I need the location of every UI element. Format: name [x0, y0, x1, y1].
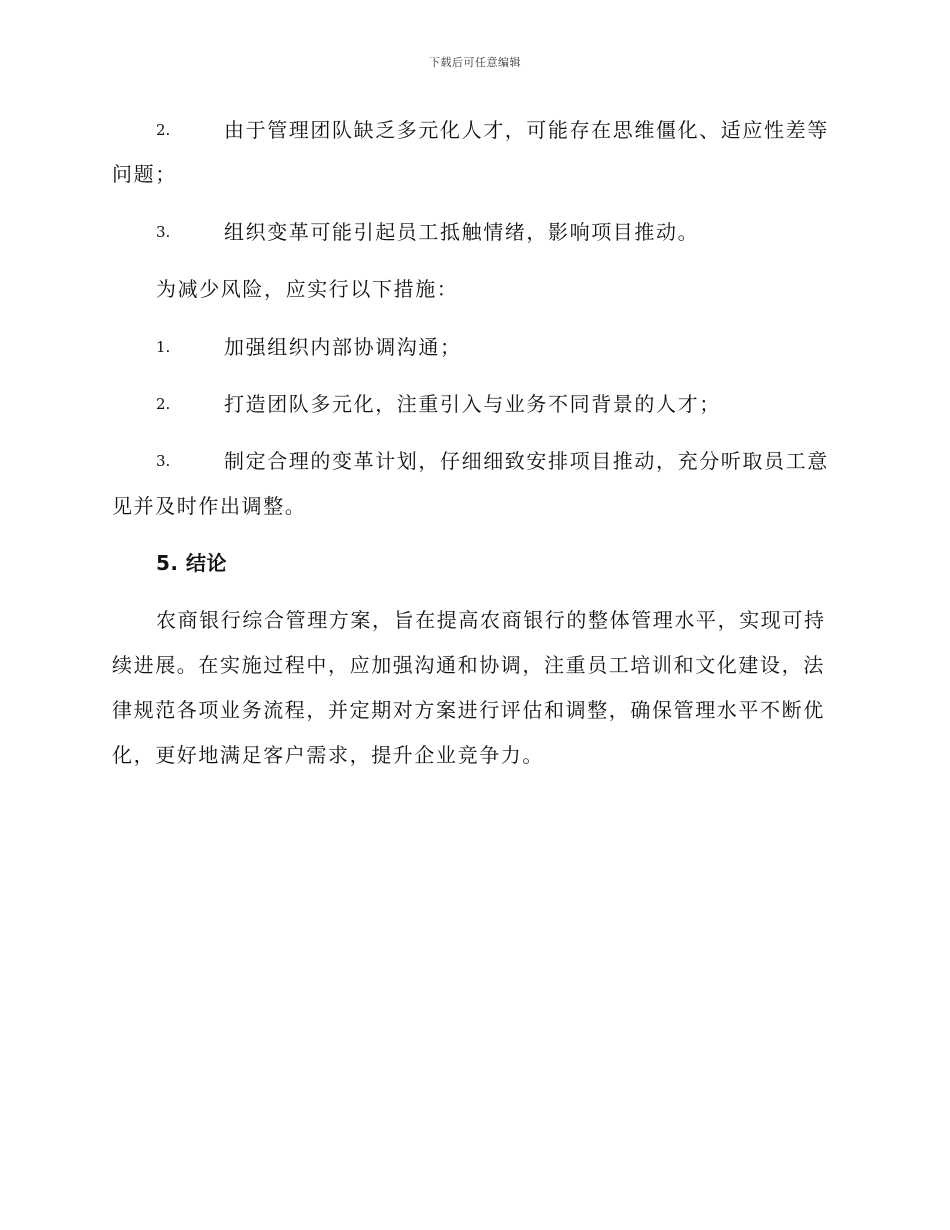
list-item-text: 由于管理团队缺乏多元化人才，可能存在思维僵化、适应性差等	[224, 118, 829, 142]
list-number: 2.	[156, 395, 171, 413]
section-heading-conclusion: 5. 结论	[156, 551, 227, 575]
list-number: 1.	[156, 338, 171, 356]
conclusion-paragraph-line: 农商银行综合管理方案，旨在提高农商银行的整体管理水平，实现可持	[156, 608, 826, 632]
list-item-text: 组织变革可能引起员工抵触情绪，影响项目推动。	[224, 220, 700, 244]
list-item-text: 制定合理的变革计划，仔细细致安排项目推动，充分听取员工意	[224, 449, 829, 473]
list-item-text-continued: 见并及时作出调整。	[112, 494, 307, 518]
measures-intro-paragraph: 为减少风险，应实行以下措施：	[156, 277, 459, 301]
list-number: 3.	[156, 223, 171, 241]
list-item-text: 打造团队多元化，注重引入与业务不同背景的人才；	[224, 392, 721, 416]
conclusion-paragraph-line: 律规范各项业务流程，并定期对方案进行评估和调整，确保管理水平不断优	[112, 698, 825, 722]
list-item-text-continued: 问题；	[112, 162, 177, 186]
conclusion-paragraph-line: 续进展。在实施过程中，应加强沟通和协调，注重员工培训和文化建设，法	[112, 653, 825, 677]
list-number: 3.	[156, 452, 171, 470]
page-header-watermark: 下载后可任意编辑	[429, 56, 521, 69]
conclusion-paragraph-line: 化，更好地满足客户需求，提升企业竞争力。	[112, 743, 544, 767]
list-item-text: 加强组织内部协调沟通；	[224, 335, 462, 359]
list-number: 2.	[156, 121, 171, 139]
